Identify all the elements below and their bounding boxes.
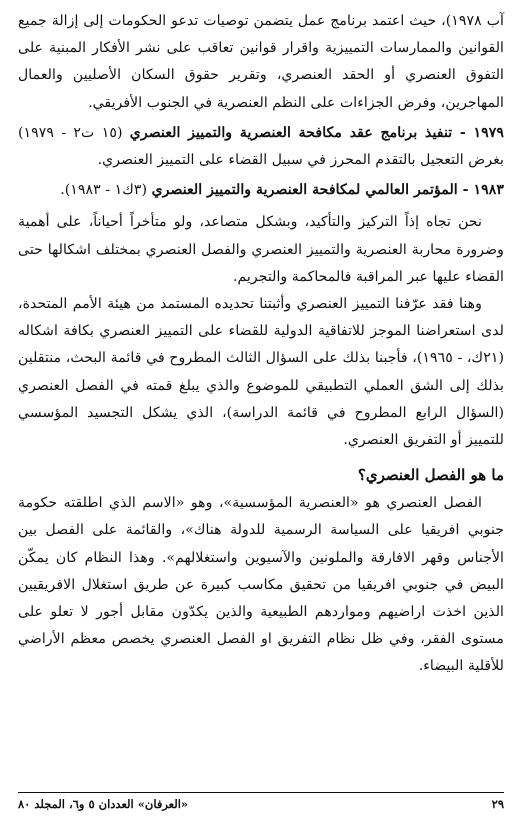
timeline-entry-1979 bbox=[18, 120, 504, 174]
journal-citation: «العرفان» العددان ٥ و٦، المجلد ٨٠ bbox=[18, 797, 189, 811]
paragraph-apartheid: الفصل العنصري هو «العنصرية المؤسسية»، وهو «الاسم الذي اطلقته حكومة جنوبي افريقيا على السياسة الرسمية للدولة هناك»، والقائمة على الفصل بين الأجناس وقهر الافارقة والملونين والآسيوين واستغلالهم». وهذا النظام كان يمكّن البيض في جنوبي افريقيا من تحقيق مكاسب كبيرة عن طريق استغلال الافريقيين الذين اخذت اراضيهم ومواردهم الطبيعية والذين يكدّون مقابل أجور لا تعلو على مستوى الفقر، وفي ظل نظام التفريق او الفصل العنصري يخصص معظم الأراضي للأقلية البيضاء. bbox=[18, 495, 504, 675]
page-number: ٢٩ bbox=[491, 797, 504, 811]
entry-title: ١٩٧٩ - تنفيذ برنامج عقد مكافحة العنصرية والتمييز العنصري bbox=[129, 124, 504, 141]
paragraph-definition: وهنا فقد عرّفنا التمييز العنصري وأثبتنا تحديده المستمد من هيئة الأمم المتحدة، لدى استعراضنا الموجز للاتفاقية الدولية للقضاء على التمييز العنصري بكافة اشكاله (٢١ك، - ١٩٦٥)، فأجبنا بذلك على السؤال الثالث المطروح في قائمة البحث، منتقلين بذلك إلى الشق العملي التطبيقي للموضوع والذي يبلغ قمته في الفصل العنصري (السؤال الرابع المطروح في قائمة الدراسة)، الذي يشكل التجسيد المؤسسي للتمييز أو التفريق العنصري. bbox=[18, 296, 504, 449]
entry-detail: (٣ك١ - ١٩٨٣). bbox=[60, 182, 152, 199]
page-footer bbox=[18, 792, 504, 811]
entry-title: ١٩٨٣ - المؤتمر العالمي لمكافحة العنصرية والتمييز العنصري bbox=[151, 182, 504, 199]
section-heading: ما هو الفصل العنصري؟ bbox=[357, 466, 504, 485]
timeline-entry-1983 bbox=[18, 177, 504, 204]
paragraph-emphasis: نحن تجاه إذاً التركيز والتأكيد، وبشكل متصاعد، ولو متأخراً أحياناً، على أهمية وضرورة محاربة العنصرية والتمييز العنصري والفصل العنصري بمختلف اشكالها حتى القضاء عليها عبر المراقبة فالمحاكمة والتجريم. bbox=[18, 214, 504, 285]
paragraph-intro: آب ١٩٧٨)، حيث اعتمد برنامج عمل يتضمن توصيات تدعو الحكومات إلى إزالة جميع القوانين والممارسات التمييزية واقرار قوانين تعاقب على نشر الأفكار المبنية على التفوق العنصري أو الحقد العنصري، وتقرير حقوق السكان الأصليين والعمال المهاجرين، وفرض الجزاءات على النظم العنصرية في الجنوب الأفريقي. bbox=[18, 13, 504, 111]
entry-detail: (١٥ ت٢ - ١٩٧٩) بغرض التعجيل بالتقدم المحرز في سبيل القضاء على التمييز العنصري. bbox=[18, 124, 504, 169]
